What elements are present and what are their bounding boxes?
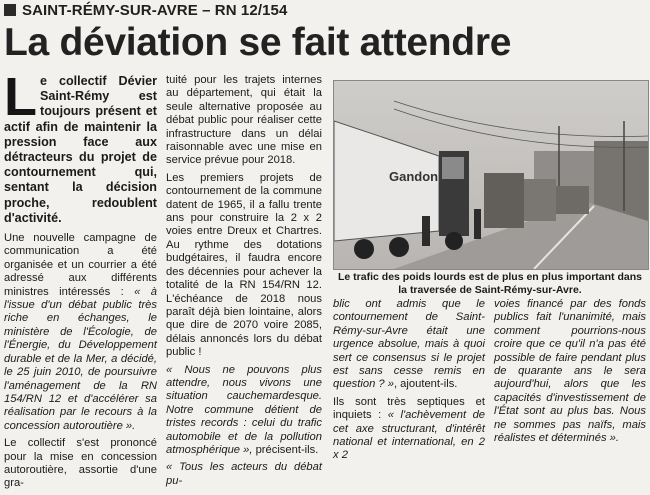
col1-paragraph-2: Le collectif s'est prononcé pour la mise en concession autoroutière, assortie d'une gra- <box>4 437 157 490</box>
kicker-square-icon <box>4 4 16 16</box>
col3-quote: blic ont admis que le contournement de Saint-Rémy-sur-Avre était une urgence absolue, mais à quoi sert ce consensus si le projet est sans cesse remis en question ? » <box>333 298 485 391</box>
col2-paragraph-3: « Nous ne pouvons plus attendre, nous vivons une situation cauchemardesque. Notre commune détient de tristes records : celui du trafic automobile et de la pollution atmosphérique », précisent-ils. <box>166 363 322 456</box>
col3-quote-2: « l'achèvement de cet axe structurant, d'intérêt national et international, en 2 x 2 <box>333 409 486 462</box>
column-3 <box>333 298 485 467</box>
section-kicker <box>4 2 287 19</box>
col2-paragraph-1: tuité pour les trajets internes au département, qui était la seule alternative proposée au débat public pour réaliser cette infrastructure dans un délai raisonnable avec une mise en service prévue pour 2018. <box>166 74 322 167</box>
col4-paragraph-1: voies financé par des fonds publics fait l'unanimité, mais comment pourrions-nous croire que ce qu'il n'a pas été possible de faire pendant plus de quarante ans le sera aujourd'hui, alors que les capacités d'investissement de l'État sont au plus bas. Nous ne sommes pas naïfs, mais réalistes et déterminés ». <box>494 298 646 445</box>
kicker-road: – RN 12/154 <box>202 2 288 19</box>
article-photo <box>333 80 649 270</box>
truck-traffic-image <box>334 81 648 269</box>
col2-quote: « Nous ne pouvons plus attendre, nous vivons une situation cauchemardesque. Notre commune détient de tristes records : celui du trafic automobile et de la pollution atmosphérique », <box>166 363 322 456</box>
col2-paragraph-2: Les premiers projets de contournement de la commune datent de 1965, il a fallu trente ans pour construire la 2 x 2 voies entre Dreux et Chartres. Au rythme des dotations budgétaires, il faudra encore des décennies pour achever la totalité de la RN 154/RN 12. L'échéance de 2018 nous paraît déjà bien lointaine, alors que dire de 2070 voire 2085, délais annoncés lors du débat public ! <box>166 171 322 359</box>
col2-paragraph-4: « Tous les acteurs du débat pu- <box>166 461 322 487</box>
column-4 <box>494 298 646 449</box>
dropcap: L <box>4 67 37 127</box>
column-2 <box>166 74 322 492</box>
col3-paragraph-1: blic ont admis que le contournement de Saint-Rémy-sur-Avre était une urgence absolue, mais à quoi sert ce consensus si le projet est sans cesse remis en question ? », ajoutent-ils. <box>333 298 485 391</box>
kicker-place: SAINT-RÉMY-SUR-AVRE <box>22 2 198 19</box>
col3-paragraph-2: Ils sont très septiques et inquiets : « l'achèvement de cet axe structurant, d'intérêt national et international, en 2 x 2 <box>333 395 486 462</box>
truck-brand-text: Gandon <box>389 169 439 184</box>
lead-paragraph <box>4 67 157 226</box>
photo-caption: Le trafic des poids lourds est de plus en plus important dans la traversée de Saint-Rémy-sur-Avre. <box>338 271 642 296</box>
column-1 <box>4 67 157 495</box>
col1-paragraph-1: Une nouvelle campagne de communication a été organisée et un courrier a été adressé aux différents ministres intéressés : « à l'issue d'un débat public très riche en échanges, le ministère de l'Écologie, de l'Énergie, du Développement durable et de la Mer, a décidé, le 25 juin 2010, de poursuivre l'aménagement de la RN 154/RN 12 et d'accélérer sa réalisation par le recours à la concession autoroutière ». <box>4 232 157 432</box>
col1-quote: « à l'issue d'un débat public très riche en échanges, le ministère de l'Écologie, de l'Énergie, du Développement durable et de la Mer, a décidé, le 25 juin 2010, de poursuivre l'aménagement de la RN 154/RN 12 et d'accélérer sa réalisation par le recours à la concession autoroutière ». <box>4 285 157 432</box>
lead-text: e collectif Dévier Saint-Rémy est toujours présent et actif afin de maintenir la pression face aux détracteurs du projet de contournement qui, sentant la décision proche, redoublent d'activité. <box>4 74 157 225</box>
headline: La déviation se fait attendre <box>4 21 512 64</box>
